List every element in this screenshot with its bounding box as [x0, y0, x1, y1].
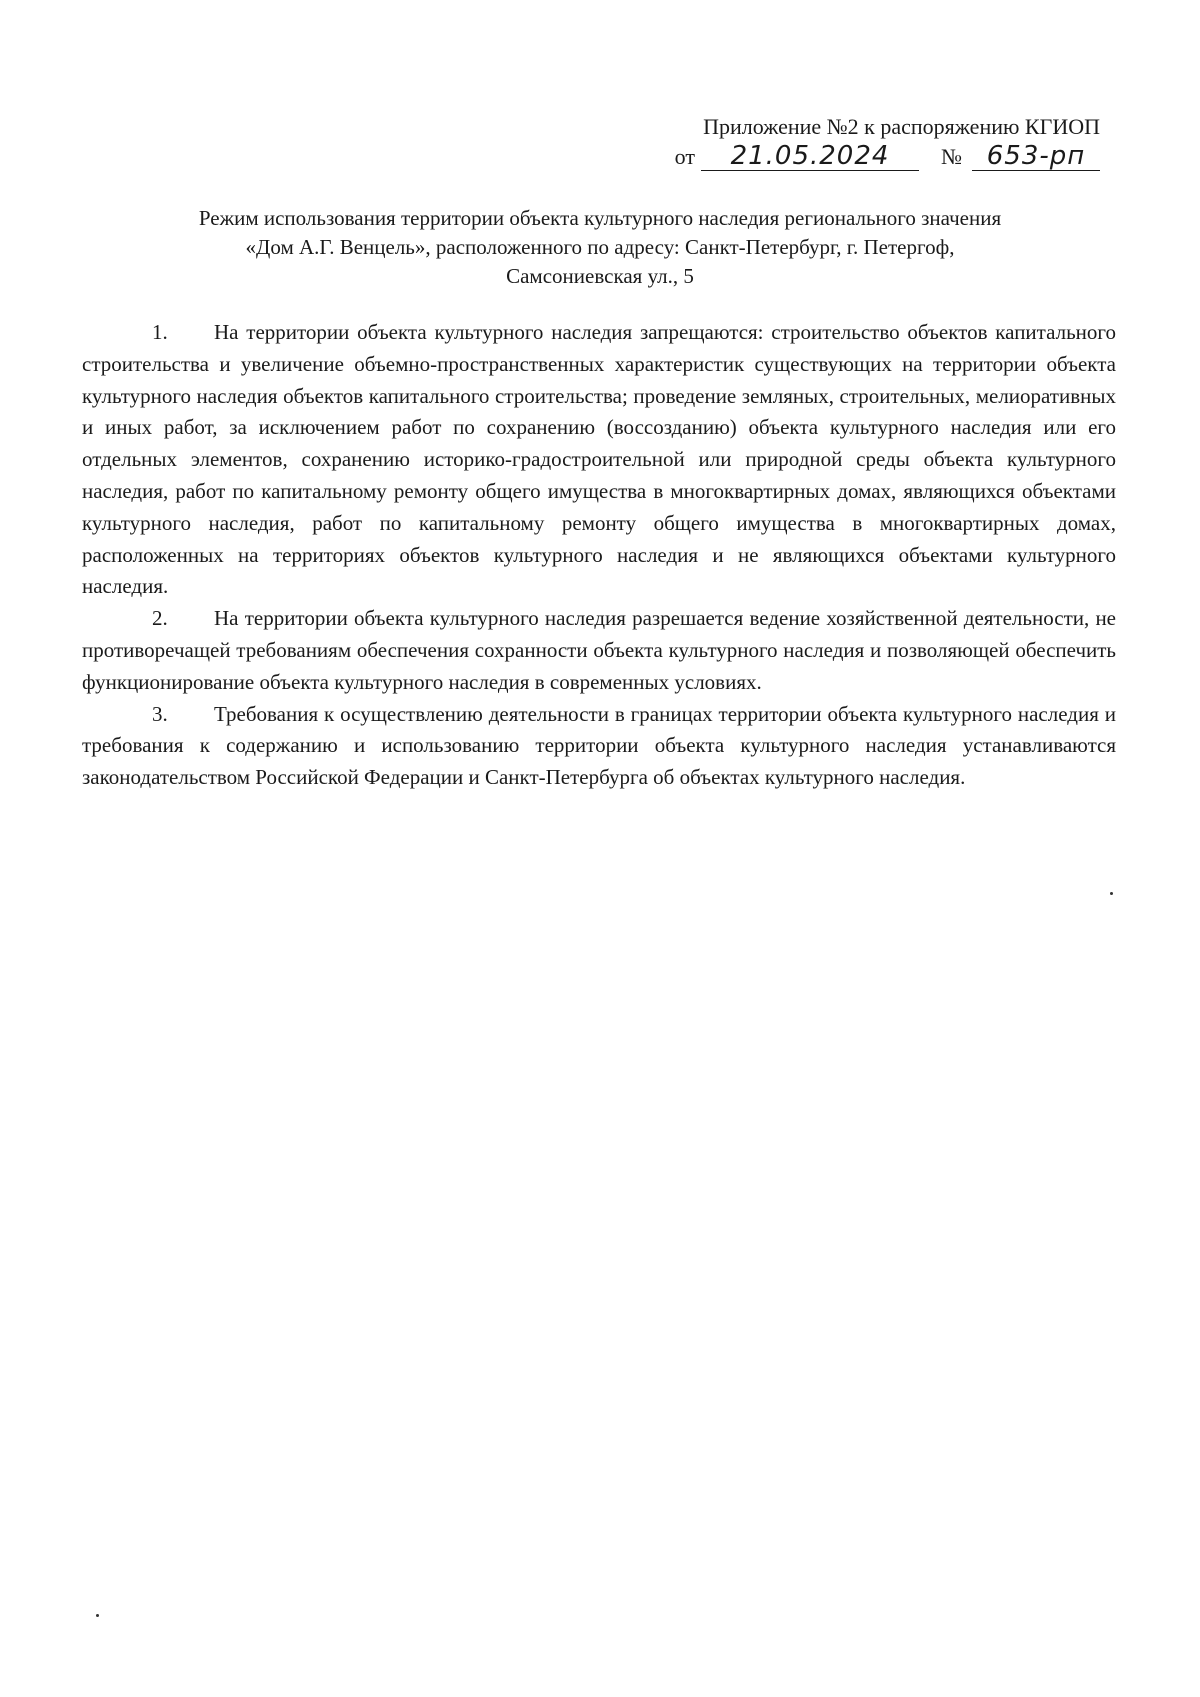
paragraph-2 — [82, 603, 1116, 698]
handwritten-order-number: 653-рп — [972, 142, 1100, 171]
paragraph-1 — [82, 317, 1116, 603]
number-sign: № — [941, 144, 962, 169]
document-body — [82, 317, 1116, 794]
date-prefix: от — [674, 144, 695, 169]
scan-speck — [1110, 892, 1113, 895]
appendix-line: Приложение №2 к распоряжению КГИОП — [703, 114, 1100, 139]
paragraph-text: На территории объекта культурного наследия разрешается ведение хозяйственной деятельности, не противоречащей требованиям обеспечения сохранности объекта культурного наследия и позволяющей обеспечить функционирование объекта культурного наследия в современных условиях. — [82, 606, 1116, 694]
title-line-3: Самсониевская ул., 5 — [506, 264, 694, 288]
appendix-header — [640, 112, 1100, 172]
paragraph-text: На территории объекта культурного наследия запрещаются: строительство объектов капитального строительства и увеличение объемно-пространственных характеристик существующих на территории объекта культурного наследия объектов капитального строительства; проведение земляных, строительных, мелиоративных и иных работ, за исключением работ по сохранению (воссозданию) объекта культурного наследия или его отдельных элементов, сохранению историко-градостроительной или природной среды объекта культурного наследия, работ по капитальному ремонту общего имущества в многоквартирных домах, являющихся объектами культурного наследия, работ по капитальному ремонту общего имущества в многоквартирных домах, расположенных на территориях объектов культурного наследия и не являющихся объектами культурного наследия. — [82, 320, 1116, 599]
paragraph-number: 3. — [152, 701, 168, 726]
paragraph-number: 2. — [152, 606, 168, 631]
title-line-2: «Дом А.Г. Венцель», расположенного по адресу: Санкт-Петербург, г. Петергоф, — [245, 235, 955, 259]
paragraph-text: Требования к осуществлению деятельности в границах территории объекта культурного наследия и требования к содержанию и использованию территории объекта культурного наследия устанавливаются законодательством Российской Федерации и Санкт-Петербурга об объектах культурного наследия. — [82, 701, 1116, 790]
order-reference — [640, 142, 1100, 172]
document-title — [100, 204, 1100, 291]
paragraph-3 — [82, 699, 1116, 794]
title-line-1: Режим использования территории объекта культурного наследия регионального значения — [198, 206, 1002, 230]
scan-speck — [96, 1614, 99, 1617]
paragraph-number: 1. — [152, 320, 168, 344]
handwritten-date: 21.05.2024 — [701, 142, 919, 171]
